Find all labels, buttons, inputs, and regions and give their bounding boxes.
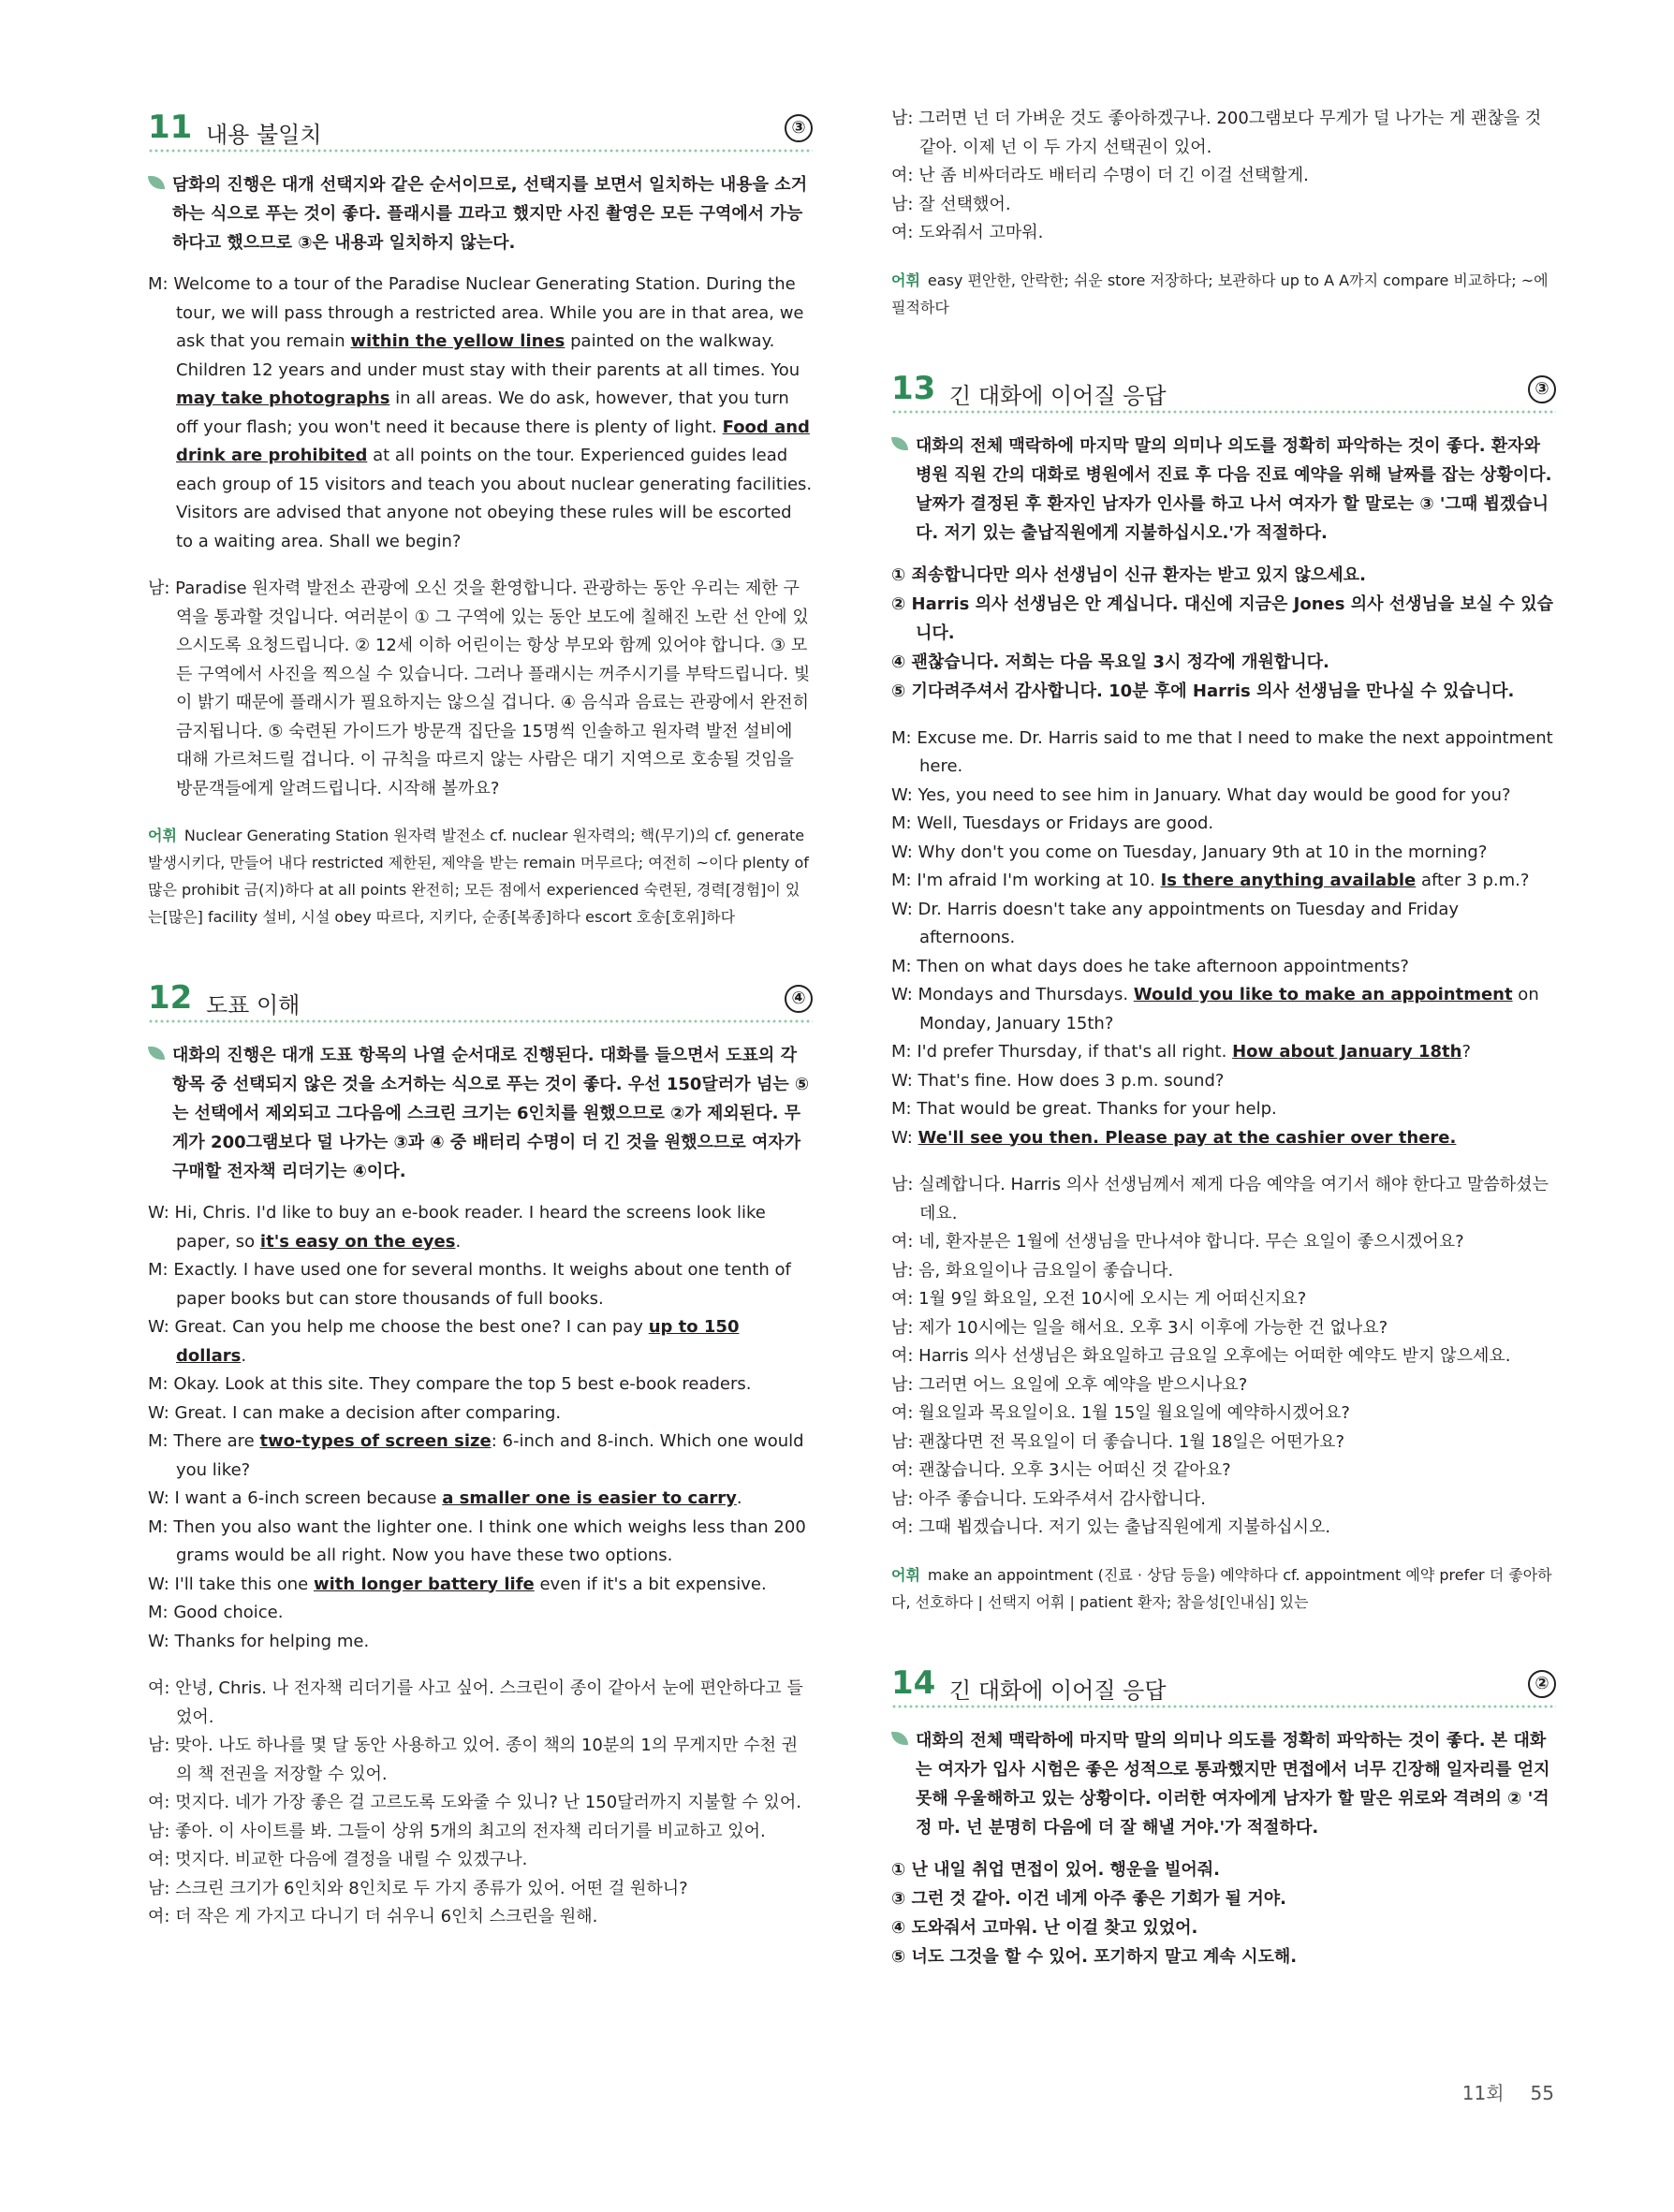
- script-text: W: Thanks for helping me.: [148, 1631, 370, 1651]
- section-title: 도표 이해: [206, 992, 301, 1018]
- script-line: 남: Paradise 원자력 발전소 관광에 오신 것을 환영합니다. 관광하는 동안 우리는 제한 구역을 통과할 것입니다. 여러분이 ① 그 구역에 있는 동안 보도에 칠해진 노란 선 안에 있으시도록 요청드립니다. ② 12세 이하 어린이는 항상 부모와 함께 있어야 합니다. ③ 모든 구역에서 사진을 찍으실 수 있습니다. 그러나 플래시는 꺼주시기를 부탁드립니다. 빛이 밝기 때문에 플래시가 필요하지는 않으실 겁니다. ④ 음식과 음료는 관광에서 완전히 금지됩니다. ⑤ 숙련된 가이드가 방문객 집단을 15명씩 인솔하고 원자력 발전 설비에 대해 가르쳐드릴 겁니다. 이 규칙을 따르지 않는 사람은 대기 지역으로 호송될 것임을 방문객들에게 알려드립니다. 시작해 볼까요?: [148, 579, 811, 798]
- script-text: M: I'm afraid I'm working at 10.: [891, 871, 1161, 890]
- script-line: 남: 그러면 넌 더 가벼운 것도 좋아하겠구나. 200그램보다 무게가 덜 나가는 게 괜찮을 것 같아. 이제 넌 이 두 가지 선택권이 있어.: [891, 109, 1542, 157]
- section-header: [891, 1661, 1556, 1709]
- vocab-text: Nuclear Generating Station 원자력 발전소 cf. nuclear 원자력의; 핵(무기)의 cf. generate 발생시키다, 만들어 내다 restricted 제한된, 제약을 받는 remain 머무르다; 여전히 ~이다 plenty of 많은 prohibit 금(지)하다 at all points 완전히; 모든 점에서 experienced 숙련된, 경력[경험]이 있는[많은] facility 설비, 시설 obey 따르다, 지키다, 순종[복종]하다 escort 호송[호위]하다: [148, 827, 809, 926]
- script-line: [891, 896, 1556, 953]
- script-line: [148, 1399, 813, 1428]
- leaf-icon: [148, 176, 165, 189]
- explanation-text: 대화의 전체 맥락하에 마지막 말의 의미나 의도를 정확히 파악하는 것이 좋다. 본 대화는 여자가 입사 시험은 좋은 성적으로 통과했지만 면접에서 너무 긴장해 일자리를 얻지 못해 우울해하고 있는 상황이다. 이러한 여자에게 남자가 할 말은 위로와 격려의 ② '걱정 마. 넌 분명히 다음에 더 잘 해낼 거야.'가 적절하다.: [916, 1730, 1550, 1838]
- choice-item: ② Harris 의사 선생님은 안 계십니다. 대신에 지금은 Jones 의사 선생님을 보실 수 있습니다.: [891, 593, 1554, 643]
- script-line: [148, 1199, 813, 1256]
- script-line: 남: 그러면 어느 요일에 오후 예약을 받으시나요?: [891, 1374, 1248, 1395]
- script-line: [148, 1370, 813, 1399]
- round-label: 11회: [1461, 2082, 1505, 2104]
- script-line: 남: 실례합니다. Harris 의사 선생님께서 제게 다음 예약을 여기서 해야 한다고 말씀하셨는데요.: [891, 1175, 1549, 1223]
- script-text: M: Then on what days does he take afternoon appointments?: [891, 956, 1409, 976]
- script-line: 여: 1월 9일 화요일, 오전 10시에 오시는 게 어떠신지요?: [891, 1289, 1307, 1309]
- script-text: W: That's fine. How does 3 p.m. sound?: [891, 1070, 1225, 1091]
- script-text: W: Dr. Harris doesn't take any appointments on Tuesday and Friday afternoons.: [891, 899, 1460, 947]
- explanation-text: 대화의 진행은 대개 도표 항목의 나열 순서대로 진행된다. 대화를 들으면서 도표의 각 항목 중 선택되지 않은 것을 소거하는 식으로 푸는 것이 좋다. 우선 150달러가 넘는 ⑤는 선택에서 제외되고 그다음에 스크린 크기는 6인치를 원했으므로 ②가 제외된다. 무게가 200그램보다 덜 나가는 ③과 ④ 중 배터리 수명이 더 긴 것을 원했으므로 여자가 구매할 전자책 리더기는 ④이다.: [172, 1046, 810, 1181]
- choice-item: ⑤ 너도 그것을 할 수 있어. 포기하지 말고 계속 시도해.: [891, 1946, 1298, 1967]
- english-script: [148, 1199, 813, 1656]
- vocabulary: [148, 822, 813, 930]
- script-line: 여: 더 작은 게 가지고 다니기 더 쉬우니 6인치 스크린을 원해.: [148, 1907, 598, 1926]
- key-phrase: We'll see you then. Please pay at the cashier over there.: [918, 1127, 1457, 1148]
- script-text: at all points on the tour. Experienced guides lead each group of 15 visitors and teach you about nuclear generating facilities. Visitors are advised that anyone not obeying these rules will be escorted to a waiting area. Shall we begin?: [176, 446, 813, 551]
- korean-script-continued: [891, 105, 1556, 248]
- key-phrase: How about January 18th: [1232, 1042, 1462, 1062]
- left-column: [148, 105, 813, 1951]
- script-line: [891, 839, 1556, 868]
- script-line: [148, 271, 813, 556]
- korean-script: [891, 1171, 1556, 1543]
- script-text: W:: [891, 1127, 918, 1148]
- script-text: W: Mondays and Thursdays.: [891, 985, 1134, 1004]
- answer-badge: ③: [785, 114, 813, 142]
- key-phrase: may take photographs: [176, 388, 390, 408]
- explanation: [891, 432, 1556, 548]
- script-line: [148, 1599, 813, 1628]
- explanation-text: 담화의 진행은 대개 선택지와 같은 순서이므로, 선택지를 보면서 일치하는 내용을 소거하는 식으로 푸는 것이 좋다. 플래시를 끄라고 했지만 사진 촬영은 모든 구역에서 가능하다고 했으므로 ③은 내용과 일치하지 않는다.: [172, 175, 808, 253]
- english-script: [148, 271, 813, 556]
- script-line: 남: 잘 선택했어.: [891, 194, 1011, 214]
- script-line: 여: 네, 환자분은 1월에 선생님을 만나셔야 합니다. 무슨 요일이 좋으시겠어요?: [891, 1232, 1464, 1252]
- key-phrase: Is there anything available: [1160, 871, 1417, 890]
- script-text: M: Okay. Look at this site. They compare the top 5 best e-book readers.: [148, 1374, 752, 1394]
- vocab-label: 어휘: [891, 1565, 920, 1584]
- script-text: M: Exactly. I have used one for several months. It weighs about one tenth of paper books but can store thousands of full books.: [148, 1260, 791, 1309]
- script-line: [891, 725, 1556, 782]
- dotted-rule: [148, 1018, 813, 1024]
- script-line: 여: Harris 의사 선생님은 화요일하고 금요일 오후에는 어떠한 예약도 받지 않으세요.: [891, 1346, 1511, 1366]
- script-text: W: Great. Can you help me choose the best one? I can pay: [148, 1317, 649, 1337]
- script-text: W: Why don't you come on Tuesday, January 9th at 10 in the morning?: [891, 842, 1488, 862]
- answer-badge: ④: [785, 985, 813, 1013]
- choice-translations: [891, 561, 1556, 706]
- dotted-rule: [148, 148, 813, 154]
- leaf-icon: [891, 1732, 908, 1745]
- key-phrase: two-types of screen size: [259, 1431, 492, 1451]
- key-phrase: Would you like to make an appointment: [1133, 985, 1513, 1004]
- script-text: on Monday, January 15th?: [919, 985, 1539, 1033]
- script-line: [891, 1124, 1556, 1153]
- korean-script: [148, 1675, 813, 1932]
- section-13: [891, 366, 1556, 1616]
- script-line: [891, 867, 1556, 896]
- script-text: W: Hi, Chris. I'd like to buy an e-book reader. I heard the screens look like paper, so: [148, 1203, 766, 1252]
- vocab-label: 어휘: [891, 271, 920, 289]
- script-line: [148, 1571, 813, 1600]
- script-line: [148, 1514, 813, 1571]
- section-header: [148, 105, 813, 154]
- script-text: M: Then you also want the lighter one. I think one which weighs less than 200 grams would be all right. Now you have these two options.: [148, 1516, 806, 1565]
- section-11: [148, 105, 813, 930]
- script-line: [891, 810, 1556, 839]
- script-text: .: [455, 1231, 462, 1252]
- script-line: 여: 괜찮습니다. 오후 3시는 어떠신 것 같아요?: [891, 1460, 1231, 1480]
- script-text: in all areas. We do ask, however, that you turn off your flash; you won't need it because there is plenty of light.: [176, 388, 789, 437]
- script-text: M: Good choice.: [148, 1603, 284, 1622]
- leaf-icon: [891, 437, 908, 450]
- vocabulary: [891, 267, 1556, 321]
- section-title: 긴 대화에 이어질 응답: [949, 1677, 1167, 1704]
- script-line: [148, 1485, 813, 1514]
- script-text: M: Well, Tuesdays or Fridays are good.: [891, 813, 1214, 833]
- section-12: [148, 975, 813, 1932]
- section-14: [891, 1661, 1556, 1971]
- choice-translations: [891, 1855, 1556, 1971]
- script-text: W: I'll take this one: [148, 1574, 314, 1594]
- section-header: [891, 366, 1556, 415]
- script-line: [891, 1067, 1556, 1096]
- script-line: [891, 981, 1556, 1038]
- choice-item: ④ 도와줘서 고마워. 난 이걸 찾고 있었어.: [891, 1917, 1198, 1938]
- answer-badge: ②: [1528, 1670, 1556, 1698]
- choice-item: ① 죄송합니다만 의사 선생님이 신규 환자는 받고 있지 않으세요.: [891, 564, 1366, 585]
- script-line: [148, 1428, 813, 1485]
- script-text: .: [736, 1488, 742, 1508]
- script-text: M: I'd prefer Thursday, if that's all right.: [891, 1042, 1233, 1062]
- vocab-text: make an appointment (진료 · 상담 등을) 예약하다 cf. appointment 예약 prefer 더 좋아하다, 선호하다 | 선택지 어휘 | patient 환자; 참을성[인내심] 있는: [891, 1565, 1552, 1611]
- key-phrase: a smaller one is easier to carry: [442, 1488, 737, 1508]
- choice-item: ④ 괜찮습니다. 저희는 다음 목요일 3시 정각에 개원합니다.: [891, 652, 1329, 672]
- script-line: [891, 1038, 1556, 1067]
- script-text: M: Excuse me. Dr. Harris said to me that I need to make the next appointment here.: [891, 727, 1553, 776]
- script-text: M: There are: [148, 1431, 260, 1451]
- vocab-text: easy 편안한, 안락한; 쉬운 store 저장하다; 보관하다 up to A A까지 compare 비교하다; ~에 필적하다: [891, 271, 1549, 316]
- answer-badge: ③: [1528, 375, 1556, 403]
- script-line: [891, 1095, 1556, 1124]
- explanation: [148, 170, 813, 257]
- script-text: W: I want a 6-inch screen because: [148, 1488, 443, 1508]
- section-title: 긴 대화에 이어질 응답: [949, 382, 1167, 409]
- explanation: [148, 1041, 813, 1186]
- script-text: ?: [1461, 1042, 1471, 1062]
- explanation-text: 대화의 전체 맥락하에 마지막 말의 의미나 의도를 정확히 파악하는 것이 좋다. 환자와 병원 직원 간의 대화로 병원에서 진료 후 다음 진료 예약을 위해 날짜를 잡는 상황이다. 날짜가 결정된 후 환자인 남자가 인사를 하고 나서 여자가 할 말로는 ③ '그때 뵙겠습니다. 저기 있는 출납직원에게 지불하십시오.'가 적절하다.: [916, 435, 1552, 543]
- dotted-rule: [891, 1704, 1556, 1709]
- script-line: 여: 안녕, Chris. 나 전자책 리더기를 사고 싶어. 스크린이 종이 같아서 눈에 편안하다고 들었어.: [148, 1678, 803, 1727]
- script-line: 여: 그때 뵙겠습니다. 저기 있는 출납직원에게 지불하십시오.: [891, 1517, 1331, 1537]
- script-text: painted on the walkway. Children 12 years and under must stay with their parents at all times. You: [176, 331, 800, 380]
- right-column: [891, 105, 1556, 1990]
- script-line: 남: 제가 10시에는 일을 해서요. 오후 3시 이후에 가능한 건 없나요?: [891, 1317, 1388, 1338]
- script-text: .: [241, 1345, 247, 1366]
- section-number: 11: [148, 109, 193, 146]
- script-line: 남: 음, 화요일이나 금요일이 좋습니다.: [891, 1260, 1174, 1281]
- script-text: W: Yes, you need to see him in January. What day would be good for you?: [891, 784, 1511, 805]
- page-number: 55: [1530, 2082, 1554, 2104]
- section-number: 14: [891, 1663, 936, 1702]
- choice-item: ③ 그런 것 같아. 이건 네게 아주 좋은 기회가 될 거야.: [891, 1888, 1286, 1909]
- script-line: [148, 1313, 813, 1370]
- script-line: 남: 스크린 크기가 6인치와 8인치로 두 가지 종류가 있어. 어떤 걸 원하니?: [148, 1878, 688, 1898]
- key-phrase: it's easy on the eyes: [259, 1231, 456, 1252]
- explanation: [891, 1726, 1556, 1842]
- script-line: 여: 멋지다. 네가 가장 좋은 걸 고르도록 도와줄 수 있니? 난 150달러까지 지불할 수 있어.: [148, 1793, 801, 1812]
- script-line: 남: 아주 좋습니다. 도와주셔서 감사합니다.: [891, 1488, 1206, 1509]
- script-line: [148, 1256, 813, 1313]
- script-text: after 3 p.m.?: [1416, 871, 1530, 890]
- script-line: 남: 좋아. 이 사이트를 봐. 그들이 상위 5개의 최고의 전자책 리더기를 비교하고 있어.: [148, 1821, 766, 1841]
- key-phrase: up to 150 dollars: [176, 1317, 740, 1366]
- section-header: [148, 975, 813, 1024]
- leaf-icon: [148, 1047, 165, 1060]
- script-line: [891, 782, 1556, 811]
- script-line: 여: 도와줘서 고마워.: [891, 223, 1044, 242]
- script-line: [148, 1628, 813, 1657]
- section-number: 13: [891, 369, 936, 407]
- script-text: M: That would be great. Thanks for your help.: [891, 1099, 1277, 1119]
- section-number: 12: [148, 979, 193, 1017]
- choice-item: ① 난 내일 취업 면접이 있어. 행운을 빌어줘.: [891, 1859, 1220, 1880]
- script-line: 남: 괜찮다면 전 목요일이 더 좋습니다. 1월 18일은 어떤가요?: [891, 1431, 1345, 1452]
- script-line: 여: 난 좀 비싸더라도 배터리 수명이 더 긴 이걸 선택할게.: [891, 166, 1309, 185]
- key-phrase: Food and drink are prohibited: [176, 417, 810, 465]
- script-text: even if it's a bit expensive.: [534, 1574, 767, 1594]
- vocab-label: 어휘: [148, 827, 177, 844]
- script-line: 여: 월요일과 목요일이요. 1월 15일 월요일에 예약하시겠어요?: [891, 1403, 1350, 1423]
- script-text: W: Great. I can make a decision after comparing.: [148, 1402, 562, 1423]
- script-line: [891, 953, 1556, 982]
- script-line: 여: 멋지다. 비교한 다음에 결정을 내릴 수 있겠구나.: [148, 1850, 528, 1869]
- page-footer: [1462, 2078, 1554, 2105]
- vocabulary: [891, 1561, 1556, 1616]
- choice-item: ⑤ 기다려주셔서 감사합니다. 10분 후에 Harris 의사 선생님을 만나실 수 있습니다.: [891, 681, 1515, 701]
- script-text: M: Welcome to a tour of the Paradise Nuclear Generating Station. During the tour, we will pass through a restricted area. While you are in that area, we ask that you remain: [148, 274, 804, 351]
- english-script: [891, 725, 1556, 1153]
- script-text: : 6-inch and 8-inch. Which one would you like?: [176, 1431, 804, 1480]
- key-phrase: within the yellow lines: [350, 331, 565, 351]
- korean-script: [148, 575, 813, 803]
- dotted-rule: [891, 409, 1556, 415]
- section-title: 내용 불일치: [206, 122, 322, 148]
- script-line: 남: 맞아. 나도 하나를 몇 달 동안 사용하고 있어. 종이 책의 10분의 1의 무게지만 수천 권의 책 전권을 저장할 수 있어.: [148, 1736, 799, 1784]
- key-phrase: with longer battery life: [313, 1574, 535, 1594]
